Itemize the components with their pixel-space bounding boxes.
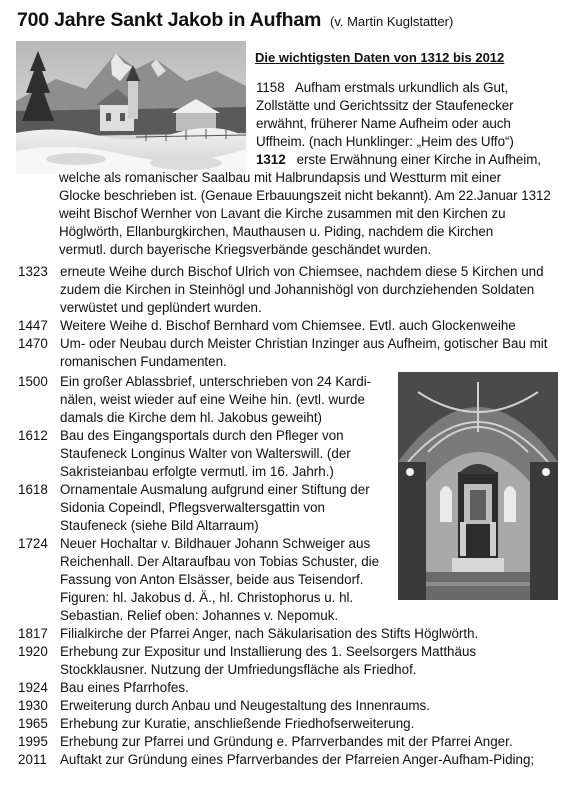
intro-line: Zollstätte und Gerichtssitz der Staufenecker <box>256 98 514 113</box>
author-credit: (v. Martin Kuglstatter) <box>330 14 454 29</box>
entry-text: Sebastian. Relief oben: Johannes v. Nepomuk. <box>60 608 339 623</box>
entry-text: Stockklausner. Nutzung der Umfriedungsfläche als Friedhof. <box>60 662 417 677</box>
timeline-entry-continuation <box>18 281 558 299</box>
entry-year: 1323 <box>18 264 48 279</box>
timeline-entry-continuation <box>18 353 558 371</box>
intro-text: Aufham erstmals urkundlich als Gut, <box>294 80 509 95</box>
timeline-entry-continuation <box>18 409 558 427</box>
intro-line: welche als romanischer Saalbau mit Halbrundapsis und Westturm mit einer <box>59 170 502 185</box>
entry-year: 1995 <box>18 734 48 749</box>
entry-year: 1924 <box>18 680 48 695</box>
entry-text: Filialkirche der Pfarrei Anger, nach Säkularisation des Stifts Höglwörth. <box>60 626 479 641</box>
timeline-entry-continuation <box>18 463 558 481</box>
intro-line: erwähnt, früherer Name Aufheim oder auch <box>256 116 511 131</box>
intro-line-1158 <box>256 79 508 97</box>
timeline-entry-continuation <box>18 499 558 517</box>
timeline-entry-continuation <box>18 391 558 409</box>
entry-text: Um- oder Neubau durch Meister Christian Inzinger aus Aufheim, gotischer Bau mit <box>60 336 548 351</box>
entry-text: Sakristeianbau erfolgte vermutl. im 16. Jahrh.) <box>60 464 334 479</box>
timeline-entry <box>18 679 558 697</box>
intro-line: Höglwörth, Ellanburgkirchen, Mauthausen u. Piding, nachdem die Kirchen <box>59 224 494 239</box>
entry-text: Neuer Hochaltar v. Bildhauer Johann Schweiger aus <box>60 536 371 551</box>
entry-text: Staufeneck Longinus Walter von Walterswill. (der <box>60 446 351 461</box>
entry-text: Ein großer Ablassbrief, unterschrieben von 24 Kardi- <box>60 374 372 389</box>
entry-text: Figuren: hl. Jakobus d. Ä., hl. Christophorus u. hl. <box>60 590 354 605</box>
timeline-entry <box>18 715 558 733</box>
entry-text: Fassung von Anton Elsässer, beide aus Teisendorf. <box>60 572 364 587</box>
entry-year: 1817 <box>18 626 48 641</box>
timeline-entry-continuation <box>18 589 558 607</box>
winter-church-photo <box>16 41 246 174</box>
timeline-entry-continuation <box>18 571 558 589</box>
entry-year: 1470 <box>18 336 48 351</box>
entry-text: damals die Kirche dem hl. Jakobus geweiht) <box>60 410 322 425</box>
timeline-entry <box>18 535 558 553</box>
entry-text: Weitere Weihe d. Bischof Bernhard vom Chiemsee. Evtl. auch Glockenweihe <box>60 318 516 333</box>
entry-text: verwüstet und geplündert wurden. <box>60 300 262 315</box>
entry-text: Ornamentale Ausmalung aufgrund einer Stiftung der <box>60 482 370 497</box>
entry-year: 1447 <box>18 318 48 333</box>
entry-text: Bau eines Pfarrhofes. <box>60 680 189 695</box>
year-1312: 1312 <box>256 152 286 167</box>
timeline-entry-continuation <box>18 299 558 317</box>
entry-year: 1500 <box>18 374 48 389</box>
timeline-entry <box>18 335 558 353</box>
entry-year: 1618 <box>18 482 48 497</box>
timeline-entry-continuation <box>18 445 558 463</box>
timeline-entry <box>18 481 558 499</box>
timeline-entry <box>18 625 558 643</box>
entry-text: Erweiterung durch Anbau und Neugestaltung des Innenraums. <box>60 698 430 713</box>
intro-line: Glocke beschrieben ist. (Genaue Erbauungszeit nicht bekannt). Am 22.Januar 1312 <box>59 188 551 203</box>
entry-text: Erhebung zur Expositur und Installierung des 1. Seelsorgers Matthäus <box>60 644 477 659</box>
timeline-entry <box>18 643 558 661</box>
intro-line: vermutl. durch bayerische Kriegsverbände geschändet wurden. <box>59 242 432 257</box>
entry-year: 1612 <box>18 428 48 443</box>
entry-text: romanischen Fundamenten. <box>60 354 227 369</box>
entry-text: Sidonia Copeindl, Pflegsverwaltersgattin von <box>60 500 325 515</box>
entry-year: 1920 <box>18 644 48 659</box>
timeline-entry-continuation <box>18 661 558 679</box>
timeline-entry-continuation <box>18 517 558 535</box>
entry-text: erneute Weihe durch Bischof Ulrich von Chiemsee, nachdem diese 5 Kirchen und <box>60 264 544 279</box>
timeline-entry-continuation <box>18 553 558 571</box>
intro-line: Uffheim. (nach Hunklinger: „Heim des Uffo“) <box>256 134 514 149</box>
intro-text: erste Erwähnung einer Kirche in Aufheim, <box>296 152 541 167</box>
entry-text: zudem die Kirchen in Steinhögl und Johannishögl von durchziehenden Soldaten <box>60 282 535 297</box>
section-heading: Die wichtigsten Daten von 1312 bis 2012 <box>255 50 505 65</box>
timeline-entry <box>18 751 558 769</box>
timeline-entry <box>18 427 558 445</box>
entry-year: 2011 <box>18 752 47 767</box>
page-title: 700 Jahre Sankt Jakob in Aufham <box>17 9 322 31</box>
timeline-entry-continuation <box>18 607 558 625</box>
entry-text: Auftakt zur Gründung eines Pfarrverbandes der Pfarreien Anger-Aufham-Piding; <box>60 752 535 767</box>
entry-year: 1965 <box>18 716 48 731</box>
intro-line-1312 <box>256 151 541 169</box>
entry-text: Erhebung zur Kuratie, anschließende Friedhofserweiterung. <box>60 716 415 731</box>
entry-text: Erhebung zur Pfarrei und Gründung e. Pfarrverbandes mit der Pfarrei Anger. <box>60 734 513 749</box>
entry-year: 1930 <box>18 698 48 713</box>
timeline-entry <box>18 317 558 335</box>
timeline-entry <box>18 733 558 751</box>
entry-text: Bau des Eingangsportals durch den Pfleger von <box>60 428 344 443</box>
entry-text: Staufeneck (siehe Bild Altarraum) <box>60 518 259 533</box>
intro-line: weiht Bischof Wernher von Lavant die Kirche zusammen mit den Kirchen zu <box>59 206 506 221</box>
entry-year: 1724 <box>18 536 48 551</box>
entry-text: Reichenhall. Der Altaraufbau von Tobias Schuster, die <box>60 554 380 569</box>
entry-text: nälen, weist wieder auf eine Weihe hin. (evtl. wurde <box>60 392 365 407</box>
year-1158: 1158 <box>256 80 285 95</box>
timeline-entry <box>18 263 558 281</box>
timeline-entry <box>18 697 558 715</box>
timeline-entry <box>18 373 558 391</box>
